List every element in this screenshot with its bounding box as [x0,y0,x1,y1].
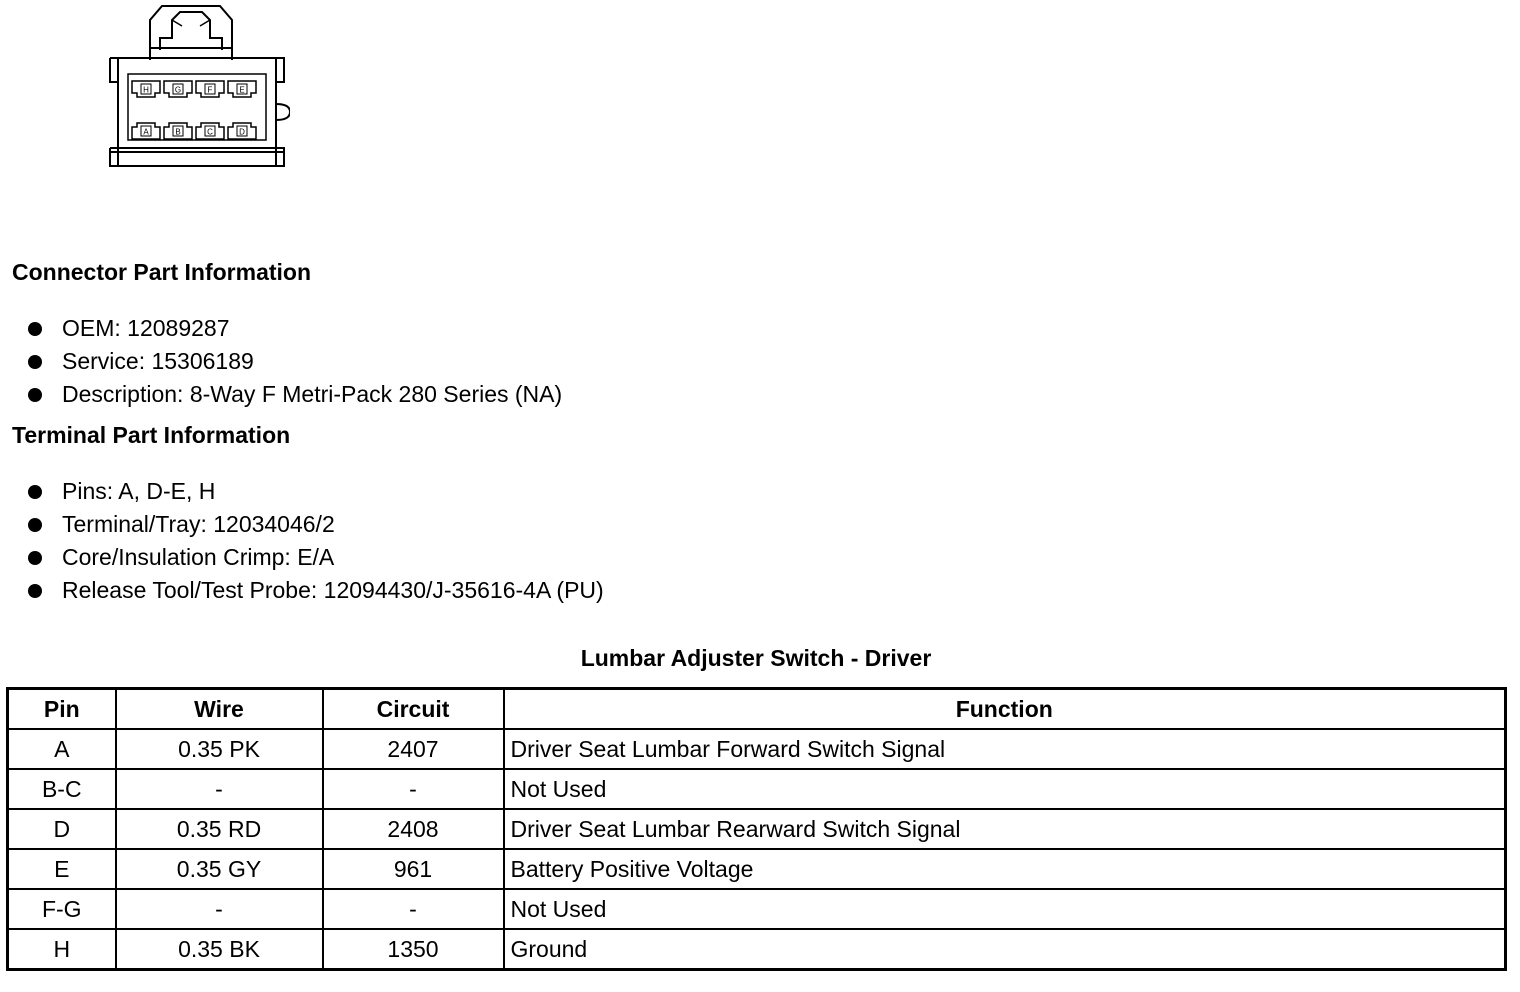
function-cell: Driver Seat Lumbar Rearward Switch Signal [504,809,1506,849]
connector-face-diagram [104,0,290,170]
terminal-part-info-list [28,475,604,607]
wire-cell: 0.35 PK [116,729,323,769]
function-cell: Ground [504,929,1506,970]
list-item [28,345,562,378]
list-item-text: Pins: A, D-E, H [62,478,216,504]
bullet-icon [28,551,42,565]
function-cell: Not Used [504,769,1506,809]
pin-cavity [132,123,160,139]
pinout-table [6,687,1507,971]
bullet-icon [28,518,42,532]
pin-label: C [207,127,213,137]
pin-cell: A [8,729,116,769]
pin-cavity [196,123,224,139]
pin-label: D [239,127,245,137]
circuit-column-header: Circuit [323,689,504,730]
circuit-cell: 1350 [323,929,504,970]
connector-latch [150,6,232,60]
pin-cell: F-G [8,889,116,929]
list-item-text: Service: 15306189 [62,348,254,374]
circuit-cell: - [323,889,504,929]
pin-cavities [132,81,256,139]
pin-label: H [143,85,149,95]
list-item [28,574,604,607]
table-row [8,769,1506,809]
function-cell: Battery Positive Voltage [504,849,1506,889]
table-header-row [8,689,1506,730]
bullet-icon [28,355,42,369]
wire-cell: 0.35 BK [116,929,323,970]
bullet-icon [28,388,42,402]
pin-cell: B-C [8,769,116,809]
wire-column-header: Wire [116,689,323,730]
list-item-text: Core/Insulation Crimp: E/A [62,544,335,570]
pin-cavity [228,123,256,139]
list-item [28,508,604,541]
wire-cell: 0.35 GY [116,849,323,889]
pin-cavity [196,81,224,97]
list-item-text: Release Tool/Test Probe: 12094430/J-35616-4A (PU) [62,577,604,603]
function-cell: Driver Seat Lumbar Forward Switch Signal [504,729,1506,769]
pin-cavity [164,123,192,139]
connector-part-info-list [28,312,562,411]
wire-cell: - [116,889,323,929]
pin-label: F [207,85,213,95]
pin-cavity [164,81,192,97]
function-cell: Not Used [504,889,1506,929]
wire-cell: 0.35 RD [116,809,323,849]
table-row [8,809,1506,849]
circuit-cell: - [323,769,504,809]
connector-part-info-heading: Connector Part Information [12,259,312,285]
pinout-table-title: Lumbar Adjuster Switch - Driver [580,645,932,671]
table-row [8,849,1506,889]
pin-cavity [132,81,160,97]
pin-label: A [143,127,149,137]
circuit-cell: 961 [323,849,504,889]
pin-column-header: Pin [8,689,116,730]
list-item [28,541,604,574]
bullet-icon [28,584,42,598]
pin-cell: H [8,929,116,970]
pin-label: E [239,85,245,95]
list-item-text: Terminal/Tray: 12034046/2 [62,511,335,537]
pin-cell: D [8,809,116,849]
list-item-text: OEM: 12089287 [62,315,230,341]
circuit-cell: 2407 [323,729,504,769]
bullet-icon [28,485,42,499]
bullet-icon [28,322,42,336]
list-item-text: Description: 8-Way F Metri-Pack 280 Series (NA) [62,381,563,407]
list-item [28,475,604,508]
table-row [8,889,1506,929]
table-row [8,929,1506,970]
circuit-cell: 2408 [323,809,504,849]
list-item [28,378,562,411]
function-column-header: Function [504,689,1506,730]
pin-label: G [174,85,182,95]
pin-label: B [175,127,181,137]
pin-cavity [228,81,256,97]
table-row [8,729,1506,769]
list-item [28,312,562,345]
terminal-part-info-heading: Terminal Part Information [12,422,291,448]
pin-cell: E [8,849,116,889]
wire-cell: - [116,769,323,809]
